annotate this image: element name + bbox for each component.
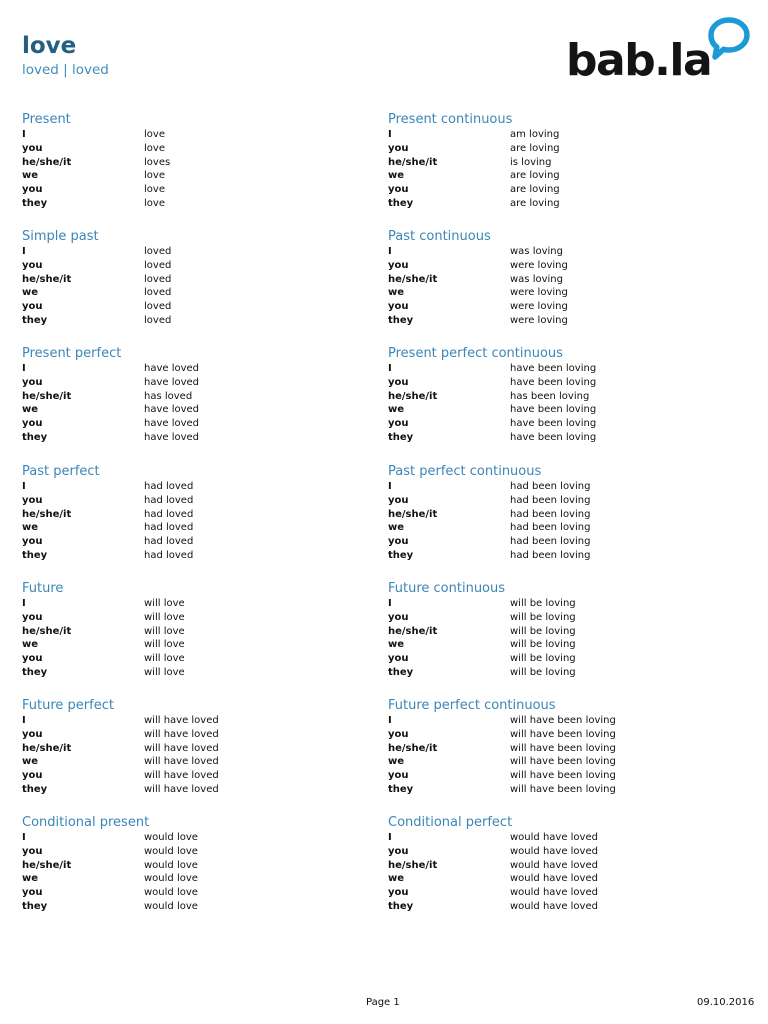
section-heading: Future perfect bbox=[22, 698, 114, 713]
verb-form: would have loved bbox=[510, 832, 598, 843]
conjugation-row bbox=[22, 845, 322, 859]
conjugation-row bbox=[22, 611, 322, 625]
verb-form: will have loved bbox=[144, 770, 219, 782]
verb-form: had loved bbox=[144, 522, 194, 534]
conjugation-row bbox=[388, 390, 688, 404]
verb-form: will have been loving bbox=[510, 715, 616, 726]
verb-form: would love bbox=[144, 859, 198, 871]
pronoun: you bbox=[388, 770, 409, 782]
conjugation-row bbox=[388, 638, 688, 652]
verb-form: are loving bbox=[510, 142, 560, 154]
verb-form: would have loved bbox=[510, 887, 598, 899]
pronoun: they bbox=[22, 549, 48, 561]
conjugation-row bbox=[22, 508, 322, 522]
verb-form: love bbox=[144, 184, 165, 196]
pronoun: he/she/it bbox=[22, 390, 72, 402]
pronoun: you bbox=[388, 142, 409, 154]
verb-form: were loving bbox=[510, 314, 568, 326]
conjugation-row bbox=[388, 666, 688, 680]
verb-form: is loving bbox=[510, 156, 552, 168]
section-future bbox=[22, 580, 322, 680]
conjugation-row bbox=[388, 314, 688, 328]
conjugation-row bbox=[388, 521, 688, 535]
verb-form: has loved bbox=[144, 390, 193, 402]
verb-form: had been loving bbox=[510, 522, 591, 534]
conjugation-row bbox=[22, 666, 322, 680]
pronoun: you bbox=[22, 376, 43, 388]
conjugation-row bbox=[22, 314, 322, 328]
verb-form: will have been loving bbox=[510, 728, 616, 740]
conjugation-row bbox=[388, 300, 688, 314]
section-heading: Conditional present bbox=[22, 815, 150, 830]
pronoun: I bbox=[22, 832, 26, 843]
section-present-perfect-continuous bbox=[388, 345, 688, 445]
conjugation-row bbox=[22, 431, 322, 445]
verb-form: loved bbox=[144, 301, 172, 313]
pronoun: I bbox=[388, 363, 392, 374]
verb-form: will have been loving bbox=[510, 756, 616, 768]
verb-form: have been loving bbox=[510, 363, 597, 374]
conjugation-row bbox=[22, 638, 322, 652]
pronoun: I bbox=[388, 481, 392, 492]
conjugation-row bbox=[388, 197, 688, 211]
pronoun: we bbox=[22, 639, 39, 651]
section-future-continuous bbox=[388, 580, 688, 680]
section-conditional-present bbox=[22, 814, 322, 914]
section-future-perfect bbox=[22, 697, 322, 797]
pronoun: they bbox=[388, 549, 414, 561]
section-heading: Simple past bbox=[22, 229, 99, 244]
pronoun: you bbox=[388, 494, 409, 506]
verb-form: will be loving bbox=[510, 639, 576, 651]
pronoun: I bbox=[388, 715, 392, 726]
verb-form: was loving bbox=[510, 246, 563, 257]
conjugation-row bbox=[388, 769, 688, 783]
conjugation-row bbox=[22, 156, 322, 170]
conjugation-row bbox=[22, 521, 322, 535]
conjugation-row bbox=[388, 431, 688, 445]
conjugation-row bbox=[388, 859, 688, 873]
conjugation-row bbox=[22, 300, 322, 314]
pronoun: you bbox=[22, 184, 43, 196]
conjugation-row bbox=[22, 128, 322, 142]
verb-form: loved bbox=[144, 259, 172, 271]
pronoun: you bbox=[388, 259, 409, 271]
conjugation-row bbox=[388, 128, 688, 142]
verb-form: had been loving bbox=[510, 494, 591, 506]
conjugation-row bbox=[22, 728, 322, 742]
verb-form: would love bbox=[144, 845, 198, 857]
section-heading: Present perfect continuous bbox=[388, 346, 563, 361]
pronoun: you bbox=[388, 728, 409, 740]
verb-form: will love bbox=[144, 653, 185, 665]
conjugation-row bbox=[388, 169, 688, 183]
conjugation-row bbox=[388, 831, 688, 845]
verb-form: are loving bbox=[510, 184, 560, 196]
verb-forms: loved | loved bbox=[22, 62, 109, 78]
conjugation-row bbox=[22, 197, 322, 211]
conjugation-row bbox=[22, 769, 322, 783]
conjugation-row bbox=[388, 783, 688, 797]
verb-form: have loved bbox=[144, 363, 200, 374]
pronoun: they bbox=[388, 197, 414, 209]
verb-form: had loved bbox=[144, 549, 194, 561]
verb-form: will have loved bbox=[144, 715, 219, 726]
verb-form: will have been loving bbox=[510, 770, 616, 782]
conjugation-row bbox=[22, 273, 322, 287]
conjugation-row bbox=[388, 480, 688, 494]
section-heading: Present bbox=[22, 112, 71, 127]
conjugation-row bbox=[388, 886, 688, 900]
verb-form: are loving bbox=[510, 170, 560, 182]
conjugation-row bbox=[388, 273, 688, 287]
pronoun: you bbox=[22, 142, 43, 154]
pronoun: you bbox=[388, 887, 409, 899]
verb-form: loved bbox=[144, 287, 172, 299]
verb-form: have loved bbox=[144, 418, 200, 430]
section-heading: Past perfect bbox=[22, 464, 100, 479]
pronoun: you bbox=[388, 845, 409, 857]
verb-form: will have loved bbox=[144, 728, 219, 740]
verb-form: would love bbox=[144, 887, 198, 899]
verb-form: had loved bbox=[144, 536, 194, 548]
verb-form: would have loved bbox=[510, 859, 598, 871]
verb-form: am loving bbox=[510, 129, 560, 140]
pronoun: you bbox=[388, 301, 409, 313]
pronoun: he/she/it bbox=[22, 742, 72, 754]
conjugation-row bbox=[22, 549, 322, 563]
section-future-perfect-continuous bbox=[388, 697, 688, 797]
conjugation-row bbox=[22, 652, 322, 666]
verb-form: love bbox=[144, 142, 165, 154]
pronoun: he/she/it bbox=[388, 859, 438, 871]
section-heading: Present continuous bbox=[388, 112, 513, 127]
verb-form: will have loved bbox=[144, 742, 219, 754]
pronoun: they bbox=[388, 314, 414, 326]
verb-form: were loving bbox=[510, 259, 568, 271]
pronoun: you bbox=[388, 418, 409, 430]
pronoun: you bbox=[22, 728, 43, 740]
verb-form: would have loved bbox=[510, 845, 598, 857]
conjugation-row bbox=[388, 508, 688, 522]
conjugation-row bbox=[22, 480, 322, 494]
conjugation-row bbox=[388, 494, 688, 508]
section-past-perfect bbox=[22, 463, 322, 563]
conjugation-row bbox=[22, 390, 322, 404]
pronoun: I bbox=[22, 363, 26, 374]
pronoun: he/she/it bbox=[22, 859, 72, 871]
pronoun: we bbox=[22, 404, 39, 416]
verb-form: had loved bbox=[144, 494, 194, 506]
conjugation-row bbox=[388, 403, 688, 417]
verb-title: love bbox=[22, 33, 77, 59]
pronoun: we bbox=[388, 287, 405, 299]
pronoun: I bbox=[22, 481, 26, 492]
verb-form: have been loving bbox=[510, 418, 597, 430]
verb-form: loved bbox=[144, 314, 172, 326]
section-past-continuous bbox=[388, 228, 688, 328]
verb-form: loved bbox=[144, 246, 172, 257]
verb-form: will be loving bbox=[510, 666, 576, 678]
pronoun: they bbox=[22, 431, 48, 443]
pronoun: you bbox=[22, 259, 43, 271]
verb-form: love bbox=[144, 170, 165, 182]
conjugation-row bbox=[22, 886, 322, 900]
section-heading: Past perfect continuous bbox=[388, 464, 542, 479]
verb-form: were loving bbox=[510, 287, 568, 299]
verb-form: would love bbox=[144, 873, 198, 885]
pronoun: they bbox=[388, 900, 414, 912]
pronoun: he/she/it bbox=[22, 508, 72, 520]
pronoun: he/she/it bbox=[22, 273, 72, 285]
pronoun: they bbox=[22, 314, 48, 326]
conjugation-row bbox=[388, 872, 688, 886]
conjugation-row bbox=[22, 142, 322, 156]
conjugation-row bbox=[388, 900, 688, 914]
conjugation-row bbox=[388, 611, 688, 625]
pronoun: I bbox=[388, 246, 392, 257]
pronoun: you bbox=[22, 418, 43, 430]
conjugation-row bbox=[22, 403, 322, 417]
pronoun: they bbox=[22, 900, 48, 912]
pronoun: you bbox=[388, 611, 409, 623]
conjugation-row bbox=[22, 783, 322, 797]
conjugation-row bbox=[22, 286, 322, 300]
pronoun: I bbox=[22, 246, 26, 257]
section-conditional-perfect bbox=[388, 814, 688, 914]
verb-form: had loved bbox=[144, 508, 194, 520]
pronoun: you bbox=[22, 770, 43, 782]
conjugation-row bbox=[388, 183, 688, 197]
section-heading: Past continuous bbox=[388, 229, 491, 244]
pronoun: I bbox=[388, 598, 392, 609]
conjugation-row bbox=[388, 142, 688, 156]
verb-form: was loving bbox=[510, 273, 563, 285]
verb-form: had been loving bbox=[510, 508, 591, 520]
conjugation-row bbox=[388, 625, 688, 639]
conjugation-row bbox=[22, 714, 322, 728]
page-number: Page 1 bbox=[366, 997, 400, 1008]
pronoun: he/she/it bbox=[388, 273, 438, 285]
conjugation-row bbox=[388, 535, 688, 549]
pronoun: they bbox=[22, 197, 48, 209]
conjugation-row bbox=[22, 417, 322, 431]
verb-form: will have loved bbox=[144, 783, 219, 795]
verb-form: have been loving bbox=[510, 376, 597, 388]
conjugation-row bbox=[22, 494, 322, 508]
conjugation-row bbox=[22, 859, 322, 873]
section-present-perfect bbox=[22, 345, 322, 445]
verb-form: had loved bbox=[144, 481, 194, 492]
pronoun: we bbox=[388, 170, 405, 182]
pronoun: you bbox=[22, 494, 43, 506]
pronoun: you bbox=[22, 845, 43, 857]
pronoun: you bbox=[22, 301, 43, 313]
verb-form: love bbox=[144, 129, 165, 140]
pronoun: we bbox=[388, 522, 405, 534]
conjugation-row bbox=[388, 245, 688, 259]
section-simple-past bbox=[22, 228, 322, 328]
section-heading: Future perfect continuous bbox=[388, 698, 556, 713]
conjugation-row bbox=[388, 156, 688, 170]
verb-form: will love bbox=[144, 598, 185, 609]
conjugation-row bbox=[388, 286, 688, 300]
conjugation-row bbox=[22, 376, 322, 390]
pronoun: they bbox=[388, 783, 414, 795]
verb-form: have been loving bbox=[510, 404, 597, 416]
verb-form: will love bbox=[144, 625, 185, 637]
section-heading: Future continuous bbox=[388, 581, 506, 596]
pronoun: we bbox=[22, 756, 39, 768]
speech-bubble-icon bbox=[706, 16, 752, 62]
pronoun: you bbox=[22, 611, 43, 623]
pronoun: we bbox=[22, 170, 39, 182]
conjugation-row bbox=[22, 245, 322, 259]
verb-form: have loved bbox=[144, 431, 200, 443]
conjugation-row bbox=[22, 169, 322, 183]
verb-form: had been loving bbox=[510, 549, 591, 561]
conjugation-row bbox=[388, 728, 688, 742]
verb-form: will have been loving bbox=[510, 783, 616, 795]
conjugation-row bbox=[388, 714, 688, 728]
conjugation-row bbox=[388, 259, 688, 273]
pronoun: he/she/it bbox=[388, 156, 438, 168]
verb-form: would have loved bbox=[510, 900, 598, 912]
conjugation-row bbox=[22, 625, 322, 639]
conjugation-row bbox=[22, 259, 322, 273]
verb-form: will love bbox=[144, 666, 185, 678]
pronoun: you bbox=[22, 536, 43, 548]
conjugation-row bbox=[388, 362, 688, 376]
pronoun: we bbox=[22, 287, 39, 299]
pronoun: they bbox=[388, 666, 414, 678]
pronoun: I bbox=[388, 129, 392, 140]
pronoun: we bbox=[388, 873, 405, 885]
conjugation-row bbox=[388, 755, 688, 769]
section-present-continuous bbox=[388, 111, 688, 211]
verb-form: will love bbox=[144, 611, 185, 623]
pronoun: he/she/it bbox=[388, 390, 438, 402]
conjugation-row bbox=[22, 535, 322, 549]
verb-form: had been loving bbox=[510, 536, 591, 548]
section-heading: Present perfect bbox=[22, 346, 122, 361]
pronoun: I bbox=[22, 598, 26, 609]
pronoun: we bbox=[388, 639, 405, 651]
section-heading: Conditional perfect bbox=[388, 815, 513, 830]
conjugation-row bbox=[22, 900, 322, 914]
document-date: 09.10.2016 bbox=[697, 997, 755, 1008]
conjugation-row bbox=[388, 549, 688, 563]
conjugation-row bbox=[22, 831, 322, 845]
section-heading: Future bbox=[22, 581, 64, 596]
verb-form: have been loving bbox=[510, 431, 597, 443]
verb-form: had been loving bbox=[510, 481, 591, 492]
verb-form: loved bbox=[144, 273, 172, 285]
conjugation-row bbox=[22, 597, 322, 611]
pronoun: you bbox=[388, 653, 409, 665]
pronoun: you bbox=[388, 376, 409, 388]
pronoun: he/she/it bbox=[388, 625, 438, 637]
verb-form: would love bbox=[144, 832, 198, 843]
verb-form: will be loving bbox=[510, 653, 576, 665]
verb-form: would love bbox=[144, 900, 198, 912]
pronoun: I bbox=[22, 129, 26, 140]
conjugation-row bbox=[22, 872, 322, 886]
verb-form: will be loving bbox=[510, 598, 576, 609]
babla-logo bbox=[566, 16, 752, 86]
verb-form: were loving bbox=[510, 301, 568, 313]
conjugation-row bbox=[22, 755, 322, 769]
verb-form: are loving bbox=[510, 197, 560, 209]
verb-form: love bbox=[144, 197, 165, 209]
pronoun: they bbox=[22, 783, 48, 795]
pronoun: you bbox=[22, 887, 43, 899]
pronoun: you bbox=[388, 536, 409, 548]
conjugation-row bbox=[388, 597, 688, 611]
logo-text: bab.la bbox=[566, 35, 712, 86]
pronoun: they bbox=[22, 666, 48, 678]
conjugation-row bbox=[22, 362, 322, 376]
section-past-perfect-continuous bbox=[388, 463, 688, 563]
pronoun: you bbox=[22, 653, 43, 665]
section-present bbox=[22, 111, 322, 211]
verb-form: will be loving bbox=[510, 611, 576, 623]
verb-form: will love bbox=[144, 639, 185, 651]
pronoun: they bbox=[388, 431, 414, 443]
conjugation-row bbox=[388, 417, 688, 431]
pronoun: we bbox=[22, 873, 39, 885]
pronoun: we bbox=[388, 404, 405, 416]
conjugation-row bbox=[388, 376, 688, 390]
pronoun: he/she/it bbox=[388, 742, 438, 754]
verb-form: have loved bbox=[144, 404, 200, 416]
pronoun: we bbox=[22, 522, 39, 534]
verb-form: will have loved bbox=[144, 756, 219, 768]
pronoun: I bbox=[388, 832, 392, 843]
pronoun: he/she/it bbox=[22, 625, 72, 637]
conjugation-row bbox=[388, 652, 688, 666]
pronoun: he/she/it bbox=[22, 156, 72, 168]
verb-form: have loved bbox=[144, 376, 200, 388]
verb-form: has been loving bbox=[510, 390, 590, 402]
verb-form: would have loved bbox=[510, 873, 598, 885]
conjugation-row bbox=[22, 742, 322, 756]
verb-form: will have been loving bbox=[510, 742, 616, 754]
pronoun: we bbox=[388, 756, 405, 768]
conjugation-row bbox=[388, 742, 688, 756]
conjugation-row bbox=[388, 845, 688, 859]
pronoun: I bbox=[22, 715, 26, 726]
verb-form: will be loving bbox=[510, 625, 576, 637]
pronoun: you bbox=[388, 184, 409, 196]
conjugation-row bbox=[22, 183, 322, 197]
verb-form: loves bbox=[144, 156, 171, 168]
pronoun: he/she/it bbox=[388, 508, 438, 520]
